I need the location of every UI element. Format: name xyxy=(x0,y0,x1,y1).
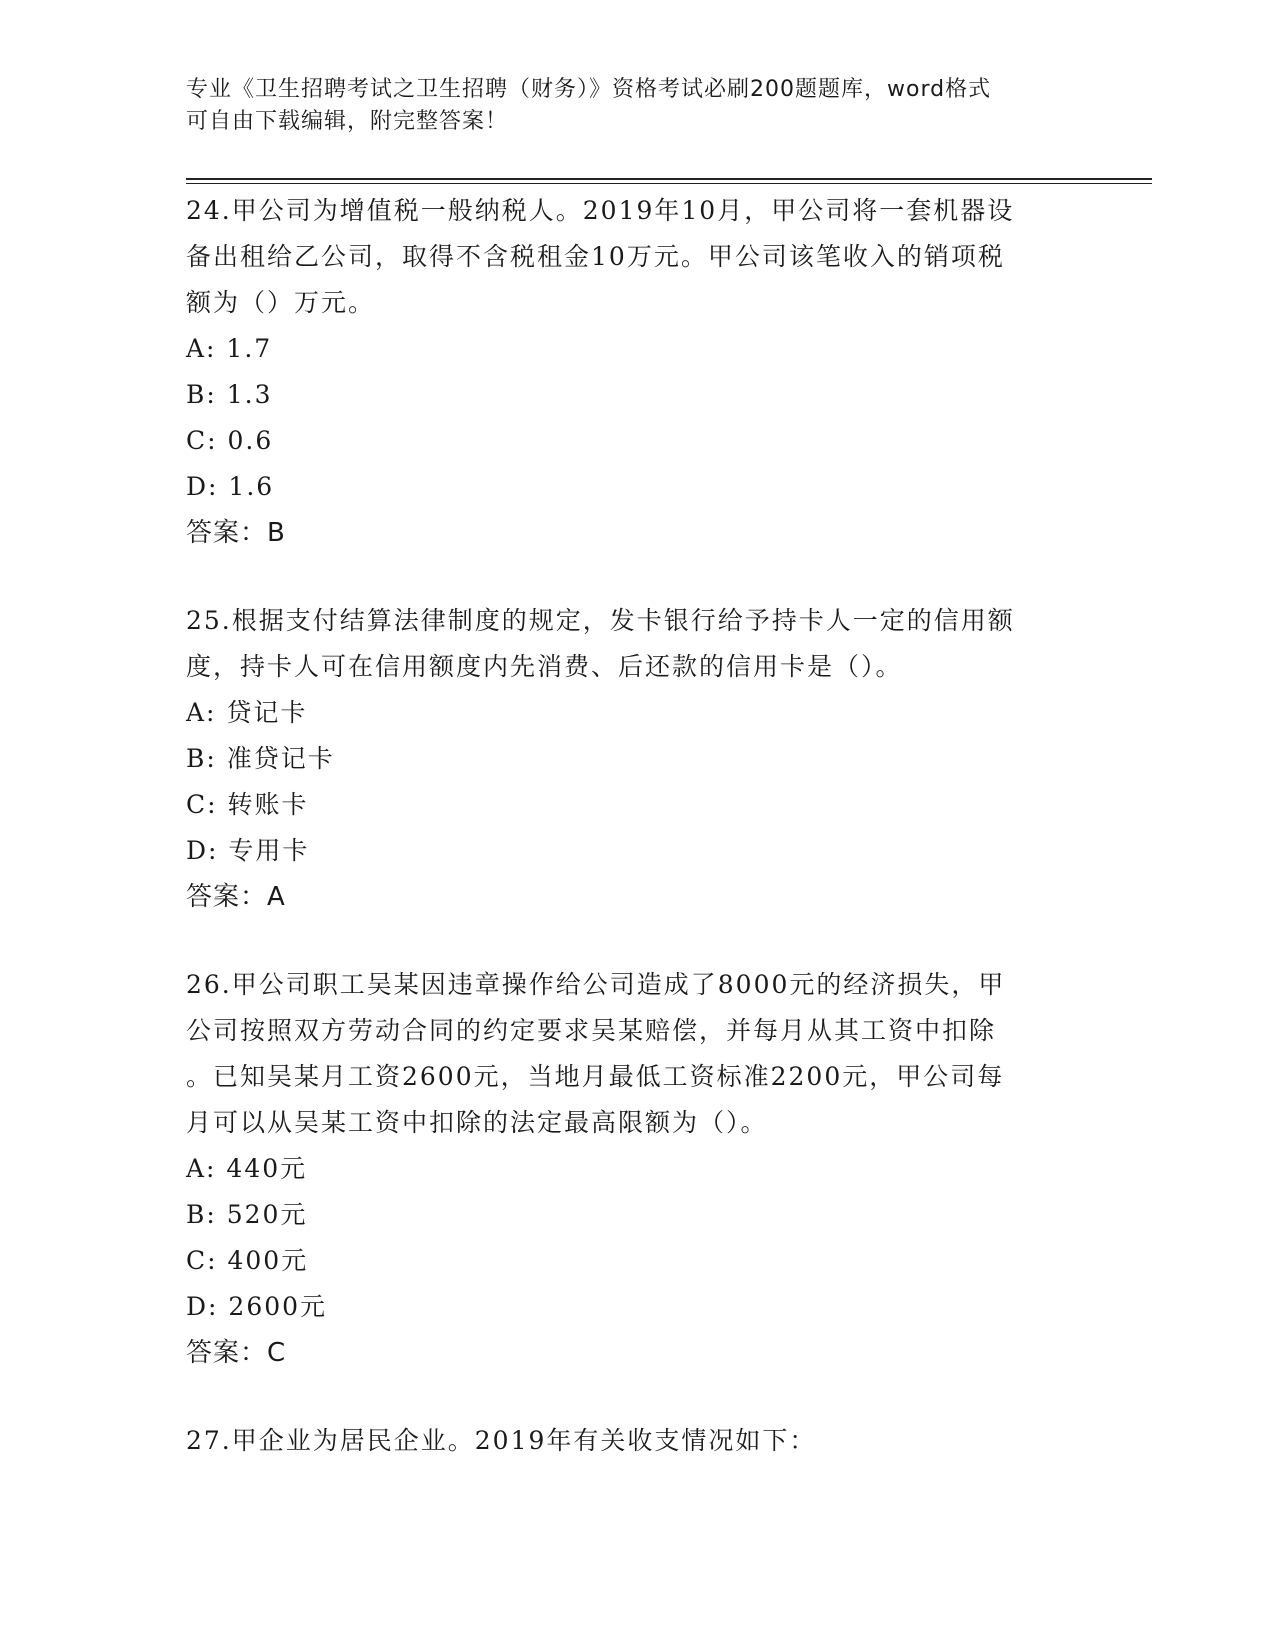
question-24 xyxy=(186,188,1086,556)
question-25 xyxy=(186,598,1086,920)
question-text-line: 公司按照双方劳动合同的约定要求吴某赔偿，并每月从其工资中扣除 xyxy=(186,1016,997,1045)
answer-label: 答案：C xyxy=(186,1338,287,1368)
question-text-line: 。已知吴某月工资2600元，当地月最低工资标准2200元，甲公司每 xyxy=(186,1062,1005,1091)
answer-label: 答案：B xyxy=(186,518,286,548)
spacer xyxy=(186,920,1086,962)
option-d: D: 专用卡 xyxy=(186,836,310,865)
header-divider-thin xyxy=(186,183,1152,184)
header-line-1: 专业《卫生招聘考试之卫生招聘（财务）》资格考试必刷200题题库，word格式 xyxy=(186,77,992,102)
option-b: B: 准贷记卡 xyxy=(186,744,335,773)
question-text-line: 27.甲企业为居民企业。2019年有关收支情况如下： xyxy=(186,1426,817,1455)
header-divider-thick xyxy=(186,178,1152,180)
option-c: C: 0.6 xyxy=(186,426,274,455)
question-text-line: 月可以从吴某工资中扣除的法定最高限额为（）。 xyxy=(186,1108,768,1137)
option-c: C: 400元 xyxy=(186,1246,309,1275)
question-text-line: 24.甲公司为增值税一般纳税人。2019年10月，甲公司将一套机器设 xyxy=(186,196,1015,225)
option-a: A: 440元 xyxy=(186,1154,308,1183)
question-list xyxy=(186,188,1086,1464)
option-a: A: 1.7 xyxy=(186,334,273,363)
spacer xyxy=(186,556,1086,598)
document-header xyxy=(186,74,1066,138)
option-b: B: 520元 xyxy=(186,1200,308,1229)
option-b: B: 1.3 xyxy=(186,380,273,409)
option-d: D: 2600元 xyxy=(186,1292,328,1321)
question-26 xyxy=(186,962,1086,1376)
spacer xyxy=(186,1376,1086,1418)
question-text-line: 备出租给乙公司，取得不含税租金10万元。甲公司该笔收入的销项税 xyxy=(186,242,1005,271)
option-c: C: 转账卡 xyxy=(186,790,309,819)
question-27 xyxy=(186,1418,1086,1464)
question-text-line: 度，持卡人可在信用额度内先消费、后还款的信用卡是（）。 xyxy=(186,652,903,681)
question-text-line: 额为（）万元。 xyxy=(186,288,376,317)
option-a: A: 贷记卡 xyxy=(186,698,308,727)
header-line-2: 可自由下载编辑，附完整答案！ xyxy=(186,109,509,134)
question-text-line: 25.根据支付结算法律制度的规定，发卡银行给予持卡人一定的信用额 xyxy=(186,606,1015,635)
question-text-line: 26.甲公司职工吴某因违章操作给公司造成了8000元的经济损失，甲 xyxy=(186,970,1006,999)
answer-label: 答案：A xyxy=(186,882,286,912)
option-d: D: 1.6 xyxy=(186,472,275,501)
